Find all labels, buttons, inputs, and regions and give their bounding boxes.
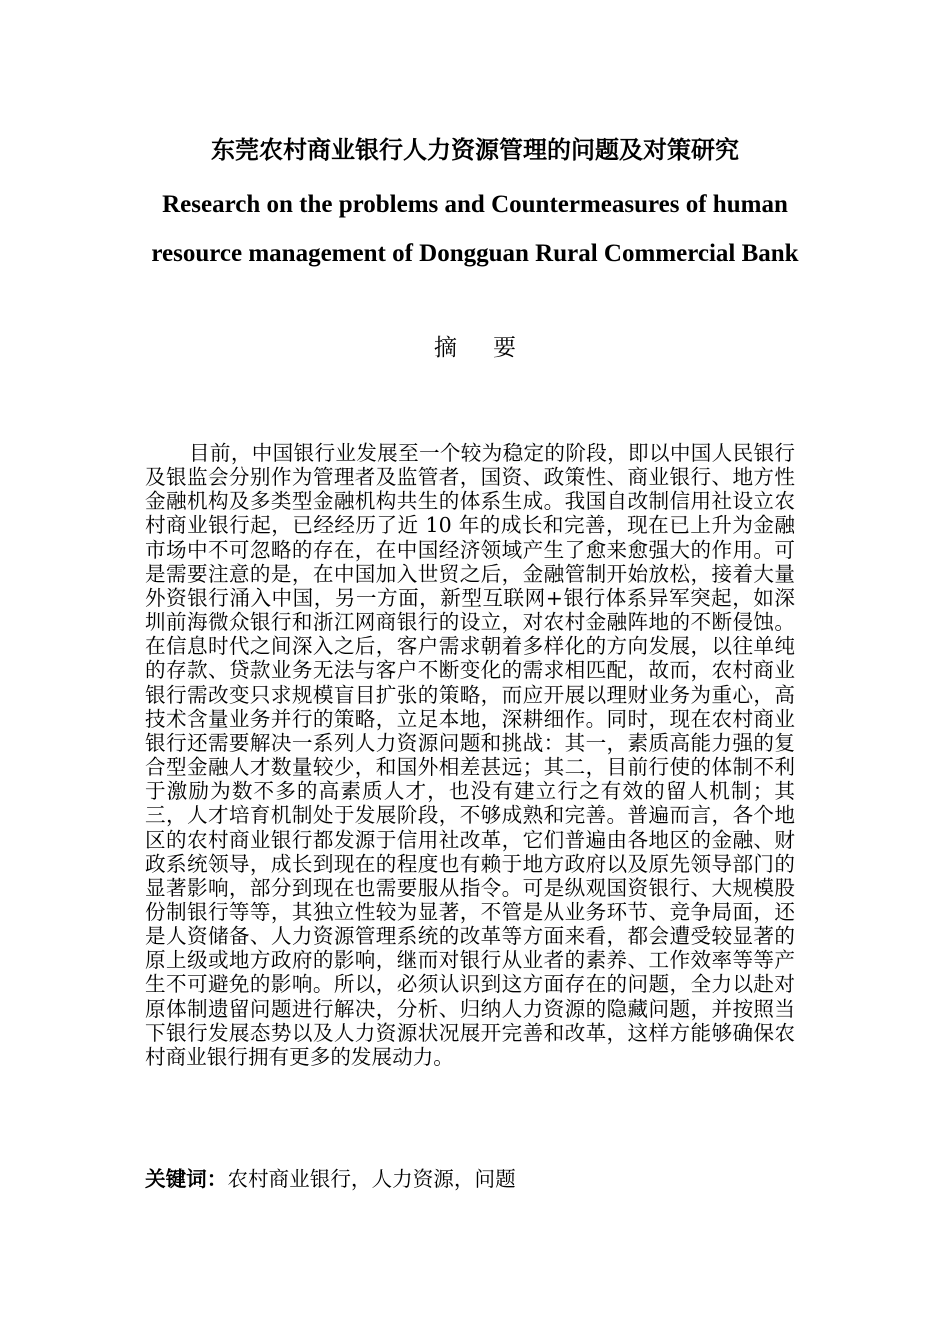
- keywords-text: 农村商业银行，人力资源，问题: [227, 1167, 516, 1191]
- abstract-heading: 摘要: [434, 335, 552, 361]
- title-english: Research on the problems and Countermeasures of human resource management of Dongguan Rural Commercial Bank: [151, 191, 799, 267]
- keywords-label: 关键词：: [145, 1167, 228, 1191]
- abstract-body: 目前，中国银行业发展至一个较为稳定的阶段，即以中国人民银行及银监会分别作为管理者及监管者，国资、政策性、商业银行、地方性金融机构及多类型金融机构共生的体系生成。我国自改制信用社设立农村商业银行起，已经经历了近 10 年的成长和完善，现在已上升为金融市场中不可忽略的存在，在中国经济领域产生了愈来愈强大的作用。可是需要注意的是，在中国加入世贸之后，金融管制开始放松，接着大量外资银行涌入中国，另一方面，新型互联网+银行体系异军突起，如深圳前海微众银行和浙江网商银行的设立，对农村金融阵地的不断侵蚀。在信息时代之间深入之后，客户需求朝着多样化的方向发展，以往单纯的存款、贷款业务无法与客户不断变化的需求相匹配，故而，农村商业银行需改变只求规模盲目扩张的策略，而应开展以理财业务为重心，高技术含量业务并行的策略，立足本地，深耕细作。同时，现在农村商业银行还需要解决一系列人力资源问题和挑战：其一，素质高能力强的复合型金融人才数量较少，和国外相差甚远；其二，目前行使的体制不利于激励为数不多的高素质人才，也没有建立行之有效的留人机制；其三，人才培育机制处于发展阶段，不够成熟和完善。普遍而言，各个地区的农村商业银行都发源于信用社改革，它们普遍由各地区的金融、财政系统领导，成长到现在的程度也有赖于地方政府以及原先领导部门的显著影响，部分到现在也需要服从指令。可是纵观国资银行、大规模股份制银行等等，其独立性较为显著，不管是从业务环节、竞争局面，还是人资储备、人力资源管理系统的改革等方面来看，都会遭受较显著的原上级或地方政府的影响，继而对银行从业者的素养、工作效率等等产生不可避免的影响。所以，必须认识到这方面存在的问题，全力以赴对原体制遗留问题进行解决，分析、归纳人力资源的隐藏问题，并按照当下银行发展态势以及人力资源状况展开完善和改革，这样方能够确保农村商业银行拥有更多的发展动力。: [145, 441, 795, 1069]
- title-chinese: 东莞农村商业银行人力资源管理的问题及对策研究: [211, 136, 739, 164]
- keywords-line: [145, 1164, 805, 1194]
